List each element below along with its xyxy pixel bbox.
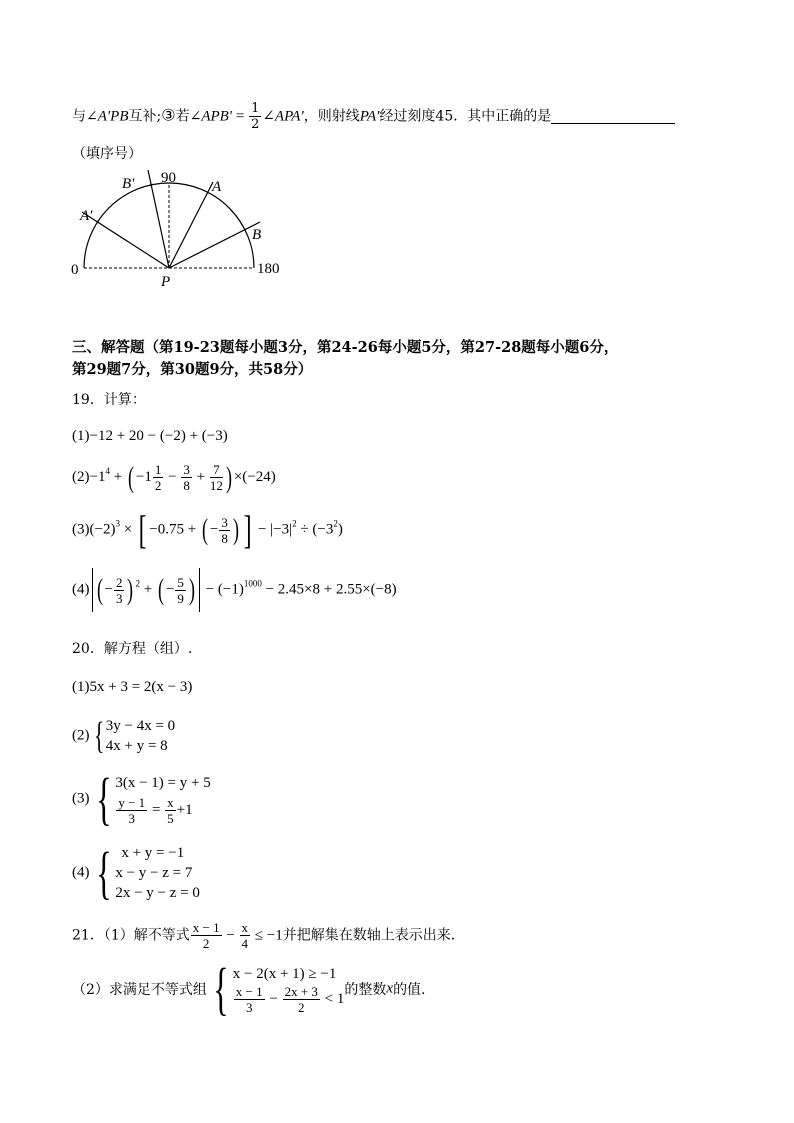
ray-PB bbox=[169, 222, 260, 268]
variable: x bbox=[386, 980, 394, 997]
numerator: 5 bbox=[177, 574, 184, 590]
exponent: 2 bbox=[333, 518, 338, 529]
denominator: 2 bbox=[251, 117, 260, 132]
fraction bbox=[175, 575, 186, 606]
numerator: 3 bbox=[221, 514, 228, 530]
numerator: 3 bbox=[183, 462, 190, 477]
paren: ) bbox=[188, 573, 195, 606]
denominator: 12 bbox=[209, 478, 223, 493]
angle-label: A′PB bbox=[97, 108, 129, 125]
exponent: 4 bbox=[105, 465, 110, 476]
q21-part2 bbox=[72, 956, 426, 1021]
exponent: 3 bbox=[115, 518, 120, 529]
text: −0.75 + bbox=[149, 521, 200, 538]
denominator: 2 bbox=[154, 478, 162, 493]
inequality bbox=[233, 984, 345, 1015]
system-brace: { bbox=[93, 715, 104, 757]
fraction bbox=[153, 462, 164, 493]
text: (3) bbox=[72, 790, 90, 807]
text: < 1 bbox=[320, 990, 345, 1007]
q19-part2 bbox=[72, 462, 276, 493]
numerator: 1 bbox=[154, 462, 162, 477]
q19-part1: (1)−12 + 20 − (−2) + (−3) bbox=[72, 428, 228, 444]
text: ，则射线 bbox=[303, 108, 360, 125]
fraction bbox=[191, 920, 222, 951]
exponent: 1000 bbox=[243, 578, 262, 589]
text: − (−1) bbox=[201, 581, 244, 598]
text: = bbox=[232, 108, 249, 125]
paren: ) bbox=[225, 460, 232, 494]
answer-blank[interactable] bbox=[551, 109, 675, 124]
text: 若∠ bbox=[175, 108, 202, 125]
denominator: 4 bbox=[241, 936, 249, 951]
label-A-prime: A′ bbox=[80, 208, 93, 224]
paren: ( bbox=[157, 573, 164, 606]
paren: ) bbox=[232, 513, 239, 546]
paren: ) bbox=[127, 573, 134, 606]
text: (4) bbox=[72, 581, 90, 598]
text: ÷ (−3 bbox=[296, 521, 334, 538]
fraction bbox=[165, 795, 176, 826]
text: − bbox=[164, 468, 181, 485]
fill-note: （填序号） bbox=[72, 146, 142, 162]
abs-bar bbox=[92, 568, 93, 612]
label-B: B bbox=[252, 227, 262, 243]
q20-part4 bbox=[72, 840, 200, 905]
text: 的整数 bbox=[344, 982, 387, 998]
numerator: x bbox=[241, 920, 249, 935]
inequality-system bbox=[233, 964, 345, 1015]
fraction bbox=[210, 462, 223, 493]
paren: ( bbox=[96, 573, 103, 606]
q21-part1 bbox=[72, 920, 465, 951]
denominator: 8 bbox=[183, 478, 190, 493]
equation: 4x + y = 8 bbox=[105, 738, 168, 754]
text: − bbox=[209, 521, 219, 538]
equation-system bbox=[115, 773, 210, 826]
numerator: 1 bbox=[251, 101, 260, 116]
denominator: 3 bbox=[128, 810, 136, 826]
fraction bbox=[114, 575, 125, 606]
label-90: 90 bbox=[161, 170, 176, 186]
text: 21．（1）解不等式 bbox=[72, 927, 190, 944]
label-0: 0 bbox=[71, 262, 79, 278]
angle-label: APB′ bbox=[201, 108, 233, 125]
numerator: y − 1 bbox=[118, 794, 146, 810]
q20-title: 20．解方程（组）. bbox=[72, 641, 193, 657]
text: (4) bbox=[72, 864, 90, 881]
denominator: 3 bbox=[245, 999, 253, 1015]
text: × bbox=[119, 521, 136, 538]
text: + bbox=[139, 581, 156, 598]
text: (2)−1 bbox=[72, 468, 106, 485]
q19-title: 19．计算： bbox=[72, 392, 146, 408]
text: 与∠ bbox=[72, 108, 98, 125]
fraction bbox=[181, 462, 192, 493]
q20-part1: (1)5x + 3 = 2(x − 3) bbox=[72, 679, 193, 695]
text: − |−3| bbox=[254, 521, 293, 538]
q19-part4 bbox=[72, 568, 397, 612]
text: − bbox=[265, 990, 282, 1007]
system-brace: { bbox=[95, 766, 112, 831]
fraction bbox=[116, 795, 147, 826]
text: ) bbox=[337, 521, 343, 538]
label-P: P bbox=[161, 274, 171, 290]
text: 经过刻度45．其中正确的是 bbox=[379, 108, 552, 125]
text: (2) bbox=[72, 727, 90, 744]
numerator: 2x + 3 bbox=[284, 983, 318, 999]
fraction bbox=[234, 984, 265, 1015]
system-brace: { bbox=[95, 840, 112, 905]
system-brace: { bbox=[213, 956, 229, 1021]
numerator: x − 1 bbox=[235, 983, 263, 999]
denominator: 2 bbox=[202, 936, 210, 951]
equation: 3(x − 1) = y + 5 bbox=[115, 774, 211, 791]
paren: ( bbox=[127, 460, 134, 494]
abs-bar bbox=[199, 568, 200, 612]
numerator: x bbox=[167, 794, 174, 810]
text: 的值. bbox=[393, 982, 426, 998]
q19-part3 bbox=[72, 507, 343, 552]
text: + bbox=[192, 468, 209, 485]
fraction bbox=[249, 101, 261, 132]
exponent: 2 bbox=[135, 578, 140, 589]
q20-part2 bbox=[72, 716, 175, 756]
equation: x + y = −1 bbox=[121, 845, 185, 861]
text: = bbox=[148, 801, 165, 818]
text: 互补; bbox=[128, 108, 162, 125]
denominator: 2 bbox=[298, 999, 305, 1015]
fraction bbox=[240, 920, 251, 951]
text: − bbox=[165, 581, 175, 598]
inequality: x − 2(x + 1) ≥ −1 bbox=[232, 965, 337, 982]
equation: 2x − y − z = 0 bbox=[115, 885, 200, 901]
text: − bbox=[104, 581, 113, 598]
equation: 3y − 4x = 0 bbox=[105, 718, 176, 734]
intro-line bbox=[72, 101, 675, 132]
text: +1 bbox=[176, 801, 193, 818]
numerator: 7 bbox=[210, 462, 223, 478]
circled-number: ③ bbox=[161, 105, 176, 125]
angle-label: ∠APA′ bbox=[262, 108, 304, 125]
text: − bbox=[222, 927, 239, 944]
numerator: x − 1 bbox=[192, 920, 220, 935]
ray-PA-prime bbox=[82, 212, 169, 268]
equation-system bbox=[106, 716, 175, 756]
exponent: 2 bbox=[292, 518, 297, 529]
fraction bbox=[219, 515, 230, 546]
label-B-prime: B′ bbox=[122, 176, 135, 192]
denominator: 5 bbox=[167, 810, 174, 826]
denominator: 8 bbox=[221, 530, 228, 546]
ray-PA bbox=[169, 182, 213, 268]
ray-label: PA′ bbox=[359, 108, 380, 125]
label-A: A bbox=[212, 179, 222, 195]
denominator: 9 bbox=[177, 590, 184, 606]
numerator: 2 bbox=[115, 574, 123, 590]
text: −1 bbox=[135, 468, 152, 485]
denominator: 3 bbox=[115, 590, 123, 606]
label-180: 180 bbox=[257, 261, 280, 277]
equation: x − y − z = 7 bbox=[115, 865, 193, 881]
fraction bbox=[283, 984, 320, 1015]
paren: ( bbox=[201, 513, 208, 546]
equation-system bbox=[115, 843, 200, 903]
text: ×(−24) bbox=[233, 468, 276, 485]
bracket: [ bbox=[138, 507, 147, 552]
text: (3)(−2) bbox=[72, 521, 116, 538]
text: （2）求满足不等式组 bbox=[72, 982, 207, 998]
equation bbox=[115, 795, 210, 826]
text: + bbox=[109, 468, 126, 485]
text: 并把解集在数轴上表示出来． bbox=[282, 927, 465, 944]
bracket: ] bbox=[243, 507, 252, 552]
section-heading-line1: 三、解答题（第19-23题每小题3分，第24-26每小题5分，第27-28题每小题6分， bbox=[72, 339, 619, 356]
q20-part3 bbox=[72, 766, 211, 831]
protractor-diagram bbox=[60, 165, 300, 295]
text: ≤ −1 bbox=[251, 927, 283, 944]
section-heading-line2: 第29题7分，第30题9分，共58分） bbox=[72, 361, 313, 378]
text: − 2.45×8 + 2.55×(−8) bbox=[261, 581, 397, 598]
